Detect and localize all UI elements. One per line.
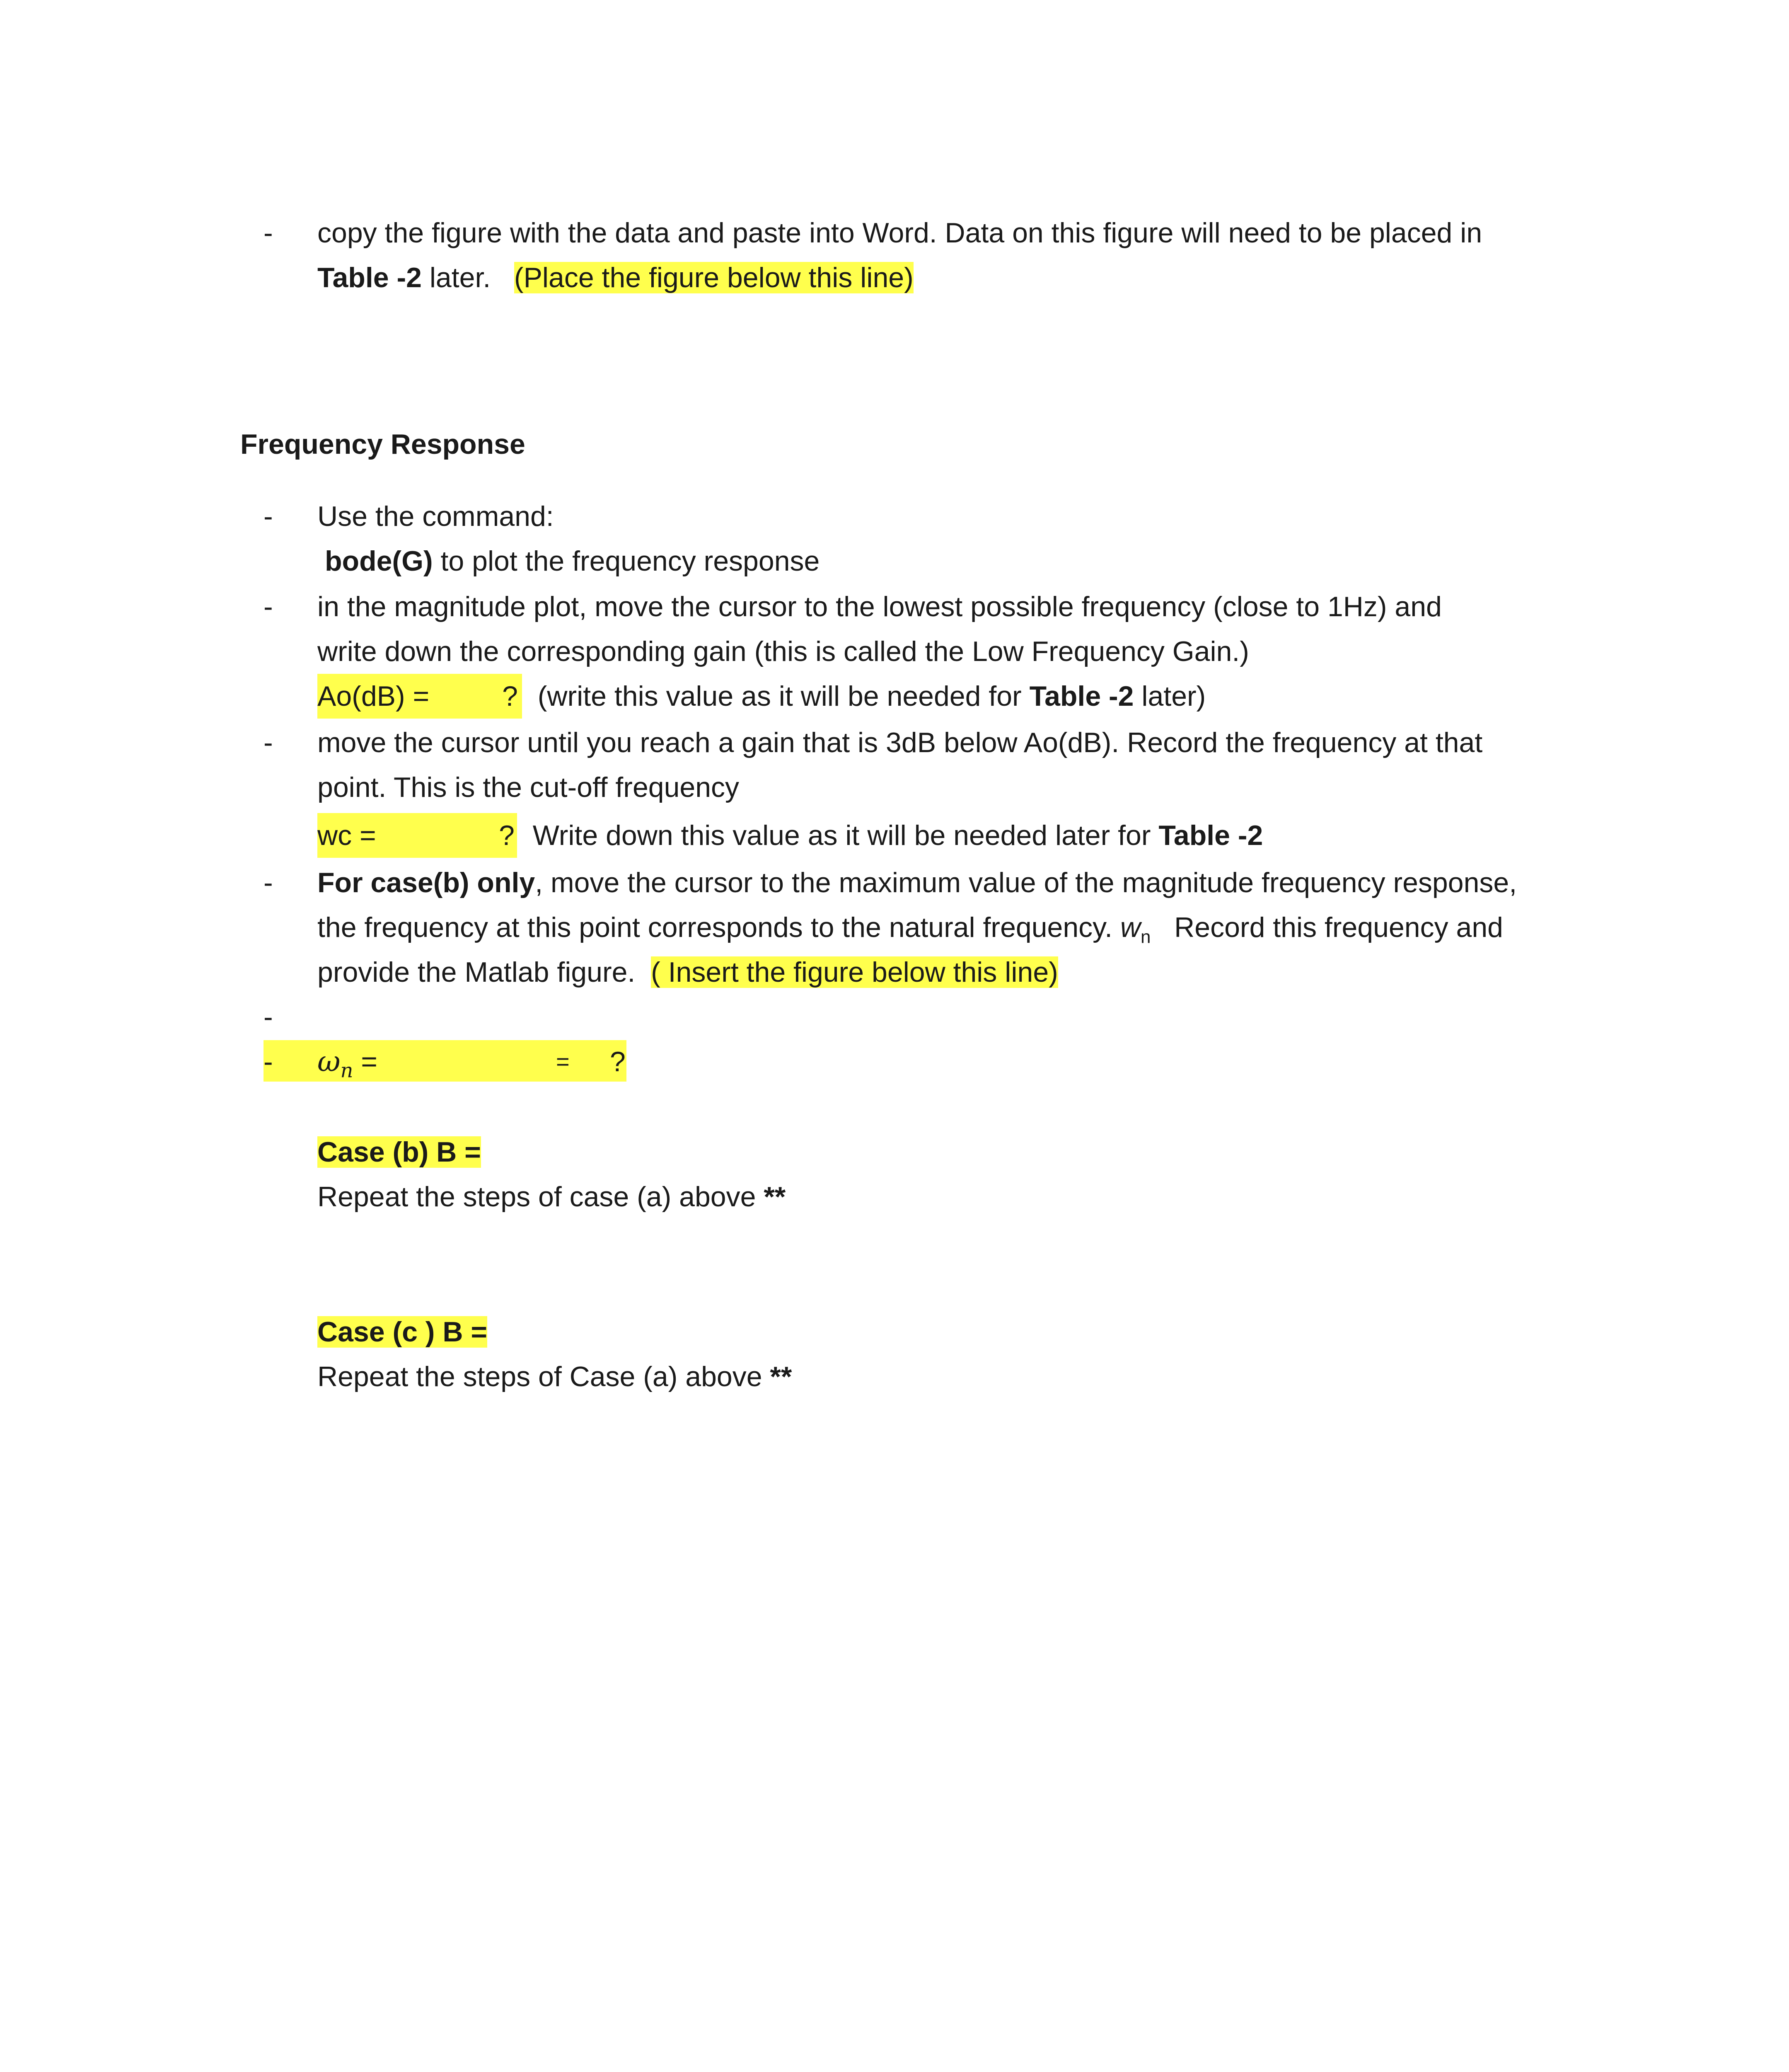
step1-text: Use the command: <box>317 501 554 532</box>
step1-command-line <box>325 539 820 583</box>
place-figure-instruction: (Place the figure below this line) <box>514 262 914 293</box>
natural-frequency-subscript: n <box>1141 927 1151 947</box>
bullet-dash: - <box>264 1046 273 1077</box>
case-c-stars: ** <box>770 1361 792 1392</box>
omega-symbol: ω <box>317 1046 341 1078</box>
ao-db-note: (write this value as it will be needed for <box>522 680 1030 712</box>
step4-line-2-end: Record this frequency and <box>1151 912 1503 943</box>
step2-line-1: in the magnitude plot, move the cursor to the lowest possible frequency (close to 1Hz) and <box>317 591 1442 622</box>
omega-subscript: n <box>340 1059 353 1082</box>
intro-line-1: copy the figure with the data and paste into Word. Data on this figure will need to be placed in <box>317 217 1482 249</box>
omega-equals: = <box>353 1046 377 1077</box>
bullet-dash: - <box>264 1001 273 1033</box>
omega-question: ? <box>610 1046 626 1077</box>
step4-line-1-rest: , move the cursor to the maximum value of the magnitude frequency response, <box>535 867 1517 898</box>
case-b-only: For case(b) only <box>317 867 535 898</box>
bullet-dash: - <box>264 727 273 758</box>
wc-note: Write down this value as it will be needed later for <box>517 820 1159 851</box>
case-c-label-line <box>317 1310 487 1354</box>
step3-line-1: move the cursor until you reach a gain that is 3dB below Ao(dB). Record the frequency at that <box>317 727 1483 758</box>
case-b-label: Case (b) B = <box>317 1136 481 1168</box>
case-b-label-line <box>317 1130 481 1174</box>
wc-label: wc = <box>317 820 376 851</box>
step2-line-2: write down the corresponding gain (this is called the Low Frequency Gain.) <box>317 636 1249 667</box>
step3-line-2: point. This is the cut-off frequency <box>317 772 740 803</box>
table-reference: Table -2 <box>1029 680 1134 712</box>
step4-line-3-text: provide the Matlab figure. <box>317 956 651 988</box>
ao-db-field[interactable] <box>317 674 522 719</box>
bode-command: bode(G) <box>325 545 433 577</box>
ao-db-line <box>317 674 1206 719</box>
wc-field[interactable] <box>317 813 517 858</box>
bullet-dash: - <box>264 217 273 249</box>
case-b-stars: ** <box>764 1181 786 1213</box>
wc-question: ? <box>499 820 515 851</box>
case-c-label: Case (c ) B = <box>317 1316 488 1348</box>
step4-line-2-text: the frequency at this point corresponds to the natural frequency. <box>317 912 1120 943</box>
ao-db-label: Ao(dB) = <box>317 680 430 712</box>
table-reference: Table -2 <box>1158 820 1263 851</box>
natural-frequency-symbol: w <box>1120 912 1141 943</box>
omega-n-equation <box>317 1039 377 1093</box>
case-b-text-line <box>317 1174 786 1219</box>
bullet-dash: - <box>264 501 273 532</box>
insert-figure-instruction: ( Insert the figure below this line) <box>651 956 1058 988</box>
table-reference: Table -2 <box>317 262 422 293</box>
wc-line <box>317 813 1263 858</box>
step4-line-3 <box>317 950 1058 995</box>
case-c-text: Repeat the steps of Case (a) above <box>317 1361 770 1392</box>
bullet-dash: - <box>264 591 273 622</box>
intro-line-2 <box>317 255 914 300</box>
ao-db-note-end: later) <box>1134 680 1206 712</box>
bullet-dash: - <box>264 867 273 898</box>
case-b-text: Repeat the steps of case (a) above <box>317 1181 764 1213</box>
step4-line-1 <box>317 860 1517 905</box>
ao-db-question: ? <box>502 680 518 712</box>
section-title: Frequency Response <box>240 428 525 460</box>
omega-middle-equals: = <box>556 1048 570 1075</box>
case-c-text-line <box>317 1354 792 1399</box>
step1-command-suffix: to plot the frequency response <box>433 545 820 577</box>
intro-line-2-text: later. <box>421 262 514 293</box>
